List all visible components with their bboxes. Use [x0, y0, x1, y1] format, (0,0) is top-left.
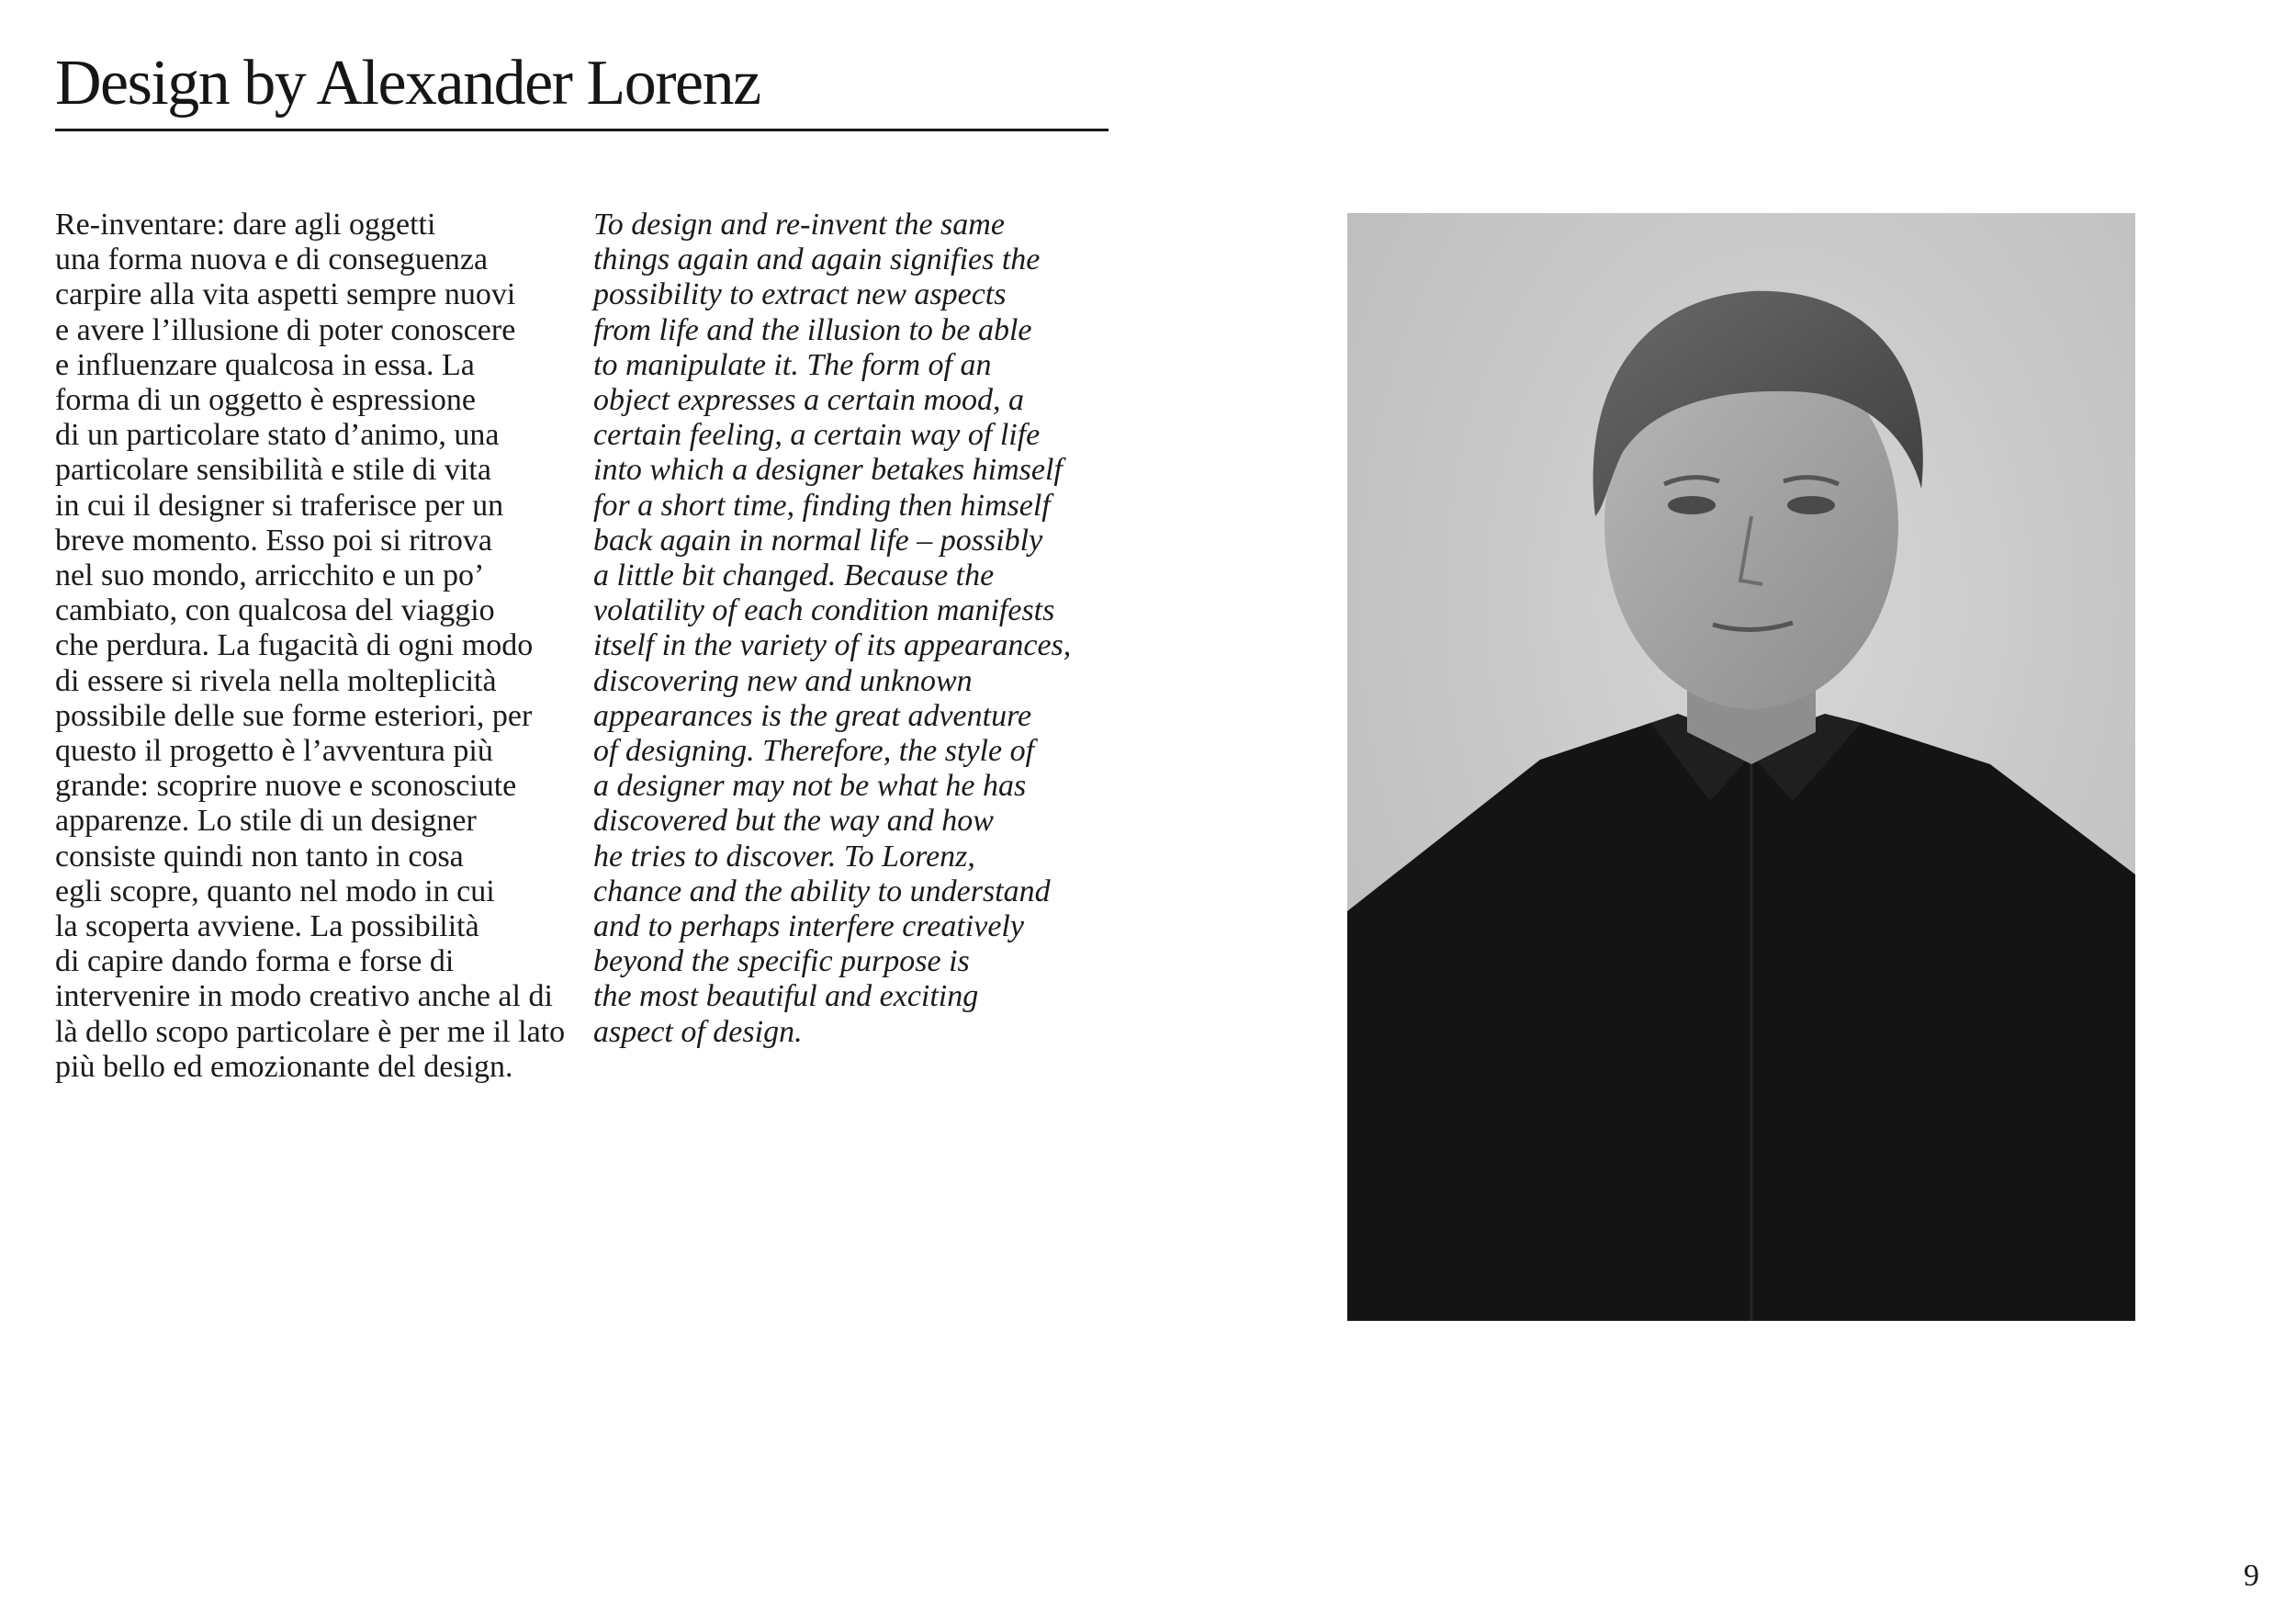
left-eye [1668, 496, 1716, 514]
english-line: appearances is the great adventure [593, 698, 1032, 733]
italian-line: grande: scoprire nuove e sconosciute [55, 769, 517, 804]
english-line: itself in the variety of its appearances, [593, 628, 1072, 663]
portrait-illustration [1347, 213, 2135, 1321]
english-line: beyond the specific purpose is [593, 944, 970, 979]
italian-text-column [55, 208, 569, 1085]
italian-line: particolare sensibilità e stile di vita [55, 453, 491, 488]
english-line: he tries to discover. To Lorenz, [593, 839, 975, 874]
english-line: a designer may not be what he has [593, 769, 1027, 804]
english-line: aspect of design. [593, 1014, 803, 1049]
italian-line: là dello scopo particolare è per me il lato [55, 1014, 566, 1049]
english-line: certain feeling, a certain way of life [593, 418, 1041, 453]
italian-line: e avere l’illusione di poter conoscere [55, 312, 516, 347]
italian-line: di essere si rivela nella molteplicità [55, 663, 497, 698]
page-number: 9 [2244, 1559, 2259, 1593]
english-line: for a short time, finding then himself [593, 488, 1051, 523]
italian-line: e influenzare qualcosa in essa. La [55, 347, 475, 382]
italian-line: nel suo mondo, arricchito e un po’ [55, 558, 485, 593]
english-line: possibility to extract new aspects [593, 277, 1007, 312]
italian-line: carpire alla vita aspetti sempre nuovi [55, 277, 516, 312]
english-line: the most beautiful and exciting [593, 979, 979, 1014]
english-line: a little bit changed. Because the [593, 558, 995, 593]
english-line: from life and the illusion to be able [593, 312, 1032, 347]
italian-line: la scoperta avviene. La possibilità [55, 909, 479, 944]
english-line: things again and again signifies the [593, 242, 1041, 277]
italian-line: più bello ed emozionante del design. [55, 1049, 513, 1084]
english-text-column [593, 208, 1117, 1050]
italian-line: di capire dando forma e forse di [55, 944, 455, 979]
italian-line: forma di un oggetto è espressione [55, 383, 476, 418]
english-line: discovered but the way and how [593, 804, 994, 839]
italian-line: questo il progetto è l’avventura più [55, 734, 493, 769]
italian-line: cambiato, con qualcosa del viaggio [55, 593, 495, 628]
english-line: and to perhaps interfere creatively [593, 909, 1024, 944]
italian-line: intervenire in modo creativo anche al di [55, 979, 553, 1014]
english-line: back again in normal life – possibly [593, 523, 1043, 558]
english-line: of designing. Therefore, the style of [593, 734, 1035, 769]
english-line: chance and the ability to understand [593, 874, 1051, 908]
english-line: To design and re-invent the same [593, 208, 1005, 242]
italian-line: possibile delle sue forme esteriori, per [55, 698, 533, 733]
portrait-photo [1347, 213, 2135, 1321]
italian-line: Re-inventare: dare agli oggetti [55, 208, 436, 242]
right-eye [1787, 496, 1835, 514]
english-line: volatility of each condition manifests [593, 593, 1055, 628]
italian-line: egli scopre, quanto nel modo in cui [55, 874, 495, 908]
english-line: discovering new and unknown [593, 663, 973, 698]
italian-line: apparenze. Lo stile di un designer [55, 804, 477, 839]
english-line: object expresses a certain mood, a [593, 383, 1024, 418]
italian-line: in cui il designer si traferisce per un [55, 488, 504, 523]
english-line: into which a designer betakes himself [593, 453, 1063, 488]
english-line: to manipulate it. The form of an [593, 347, 992, 382]
page-title: Design by Alexander Lorenz [55, 48, 760, 118]
italian-line: che perdura. La fugacità di ogni modo [55, 628, 534, 663]
italian-line: una forma nuova e di conseguenza [55, 242, 489, 277]
title-underline [55, 129, 1109, 131]
italian-line: consiste quindi non tanto in cosa [55, 839, 464, 874]
italian-line: di un particolare stato d’animo, una [55, 418, 500, 453]
italian-line: breve momento. Esso poi si ritrova [55, 523, 492, 558]
